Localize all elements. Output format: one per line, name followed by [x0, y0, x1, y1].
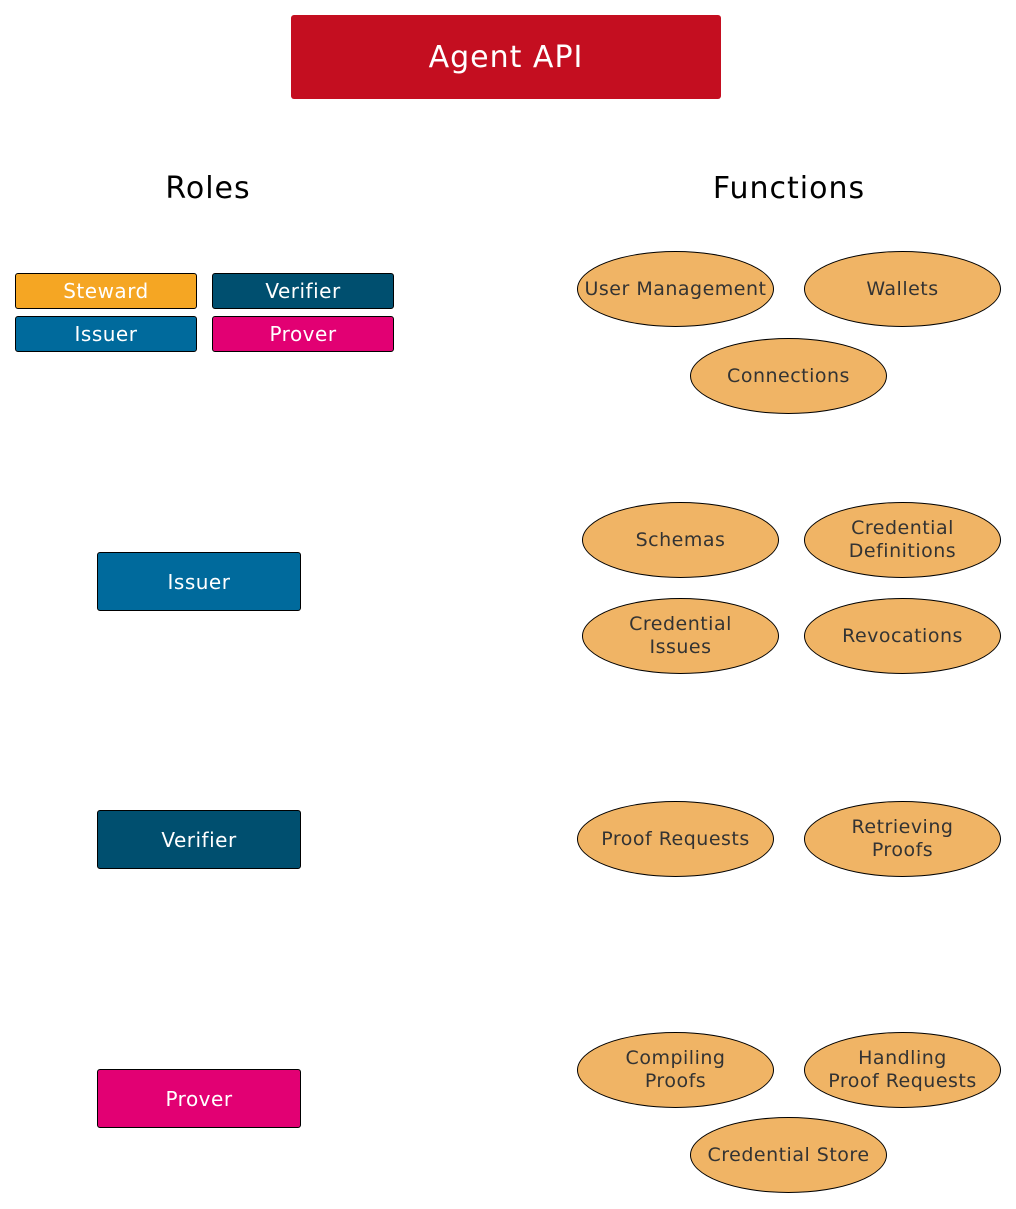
legend-steward: Steward	[15, 273, 197, 309]
function-handling-proof-requests: Handling Proof Requests	[804, 1032, 1001, 1108]
function-retrieving-proofs: Retrieving Proofs	[804, 801, 1001, 877]
function-credential-store: Credential Store	[690, 1117, 887, 1193]
function-compiling-proofs: Compiling Proofs	[577, 1032, 774, 1108]
function-wallets: Wallets	[804, 251, 1001, 327]
function-schemas: Schemas	[582, 502, 779, 578]
agent-api-title: Agent API	[291, 15, 721, 99]
legend-prover: Prover	[212, 316, 394, 352]
function-credential-issues: Credential Issues	[582, 598, 779, 674]
function-proof-requests: Proof Requests	[577, 801, 774, 877]
functions-heading: Functions	[712, 170, 866, 206]
function-revocations: Revocations	[804, 598, 1001, 674]
function-connections: Connections	[690, 338, 887, 414]
legend-verifier: Verifier	[212, 273, 394, 309]
roles-heading: Roles	[165, 170, 251, 206]
function-credential-definitions: Credential Definitions	[804, 502, 1001, 578]
role-issuer: Issuer	[97, 552, 301, 611]
legend-issuer: Issuer	[15, 316, 197, 352]
role-prover: Prover	[97, 1069, 301, 1128]
role-verifier: Verifier	[97, 810, 301, 869]
function-user-management: User Management	[577, 251, 774, 327]
